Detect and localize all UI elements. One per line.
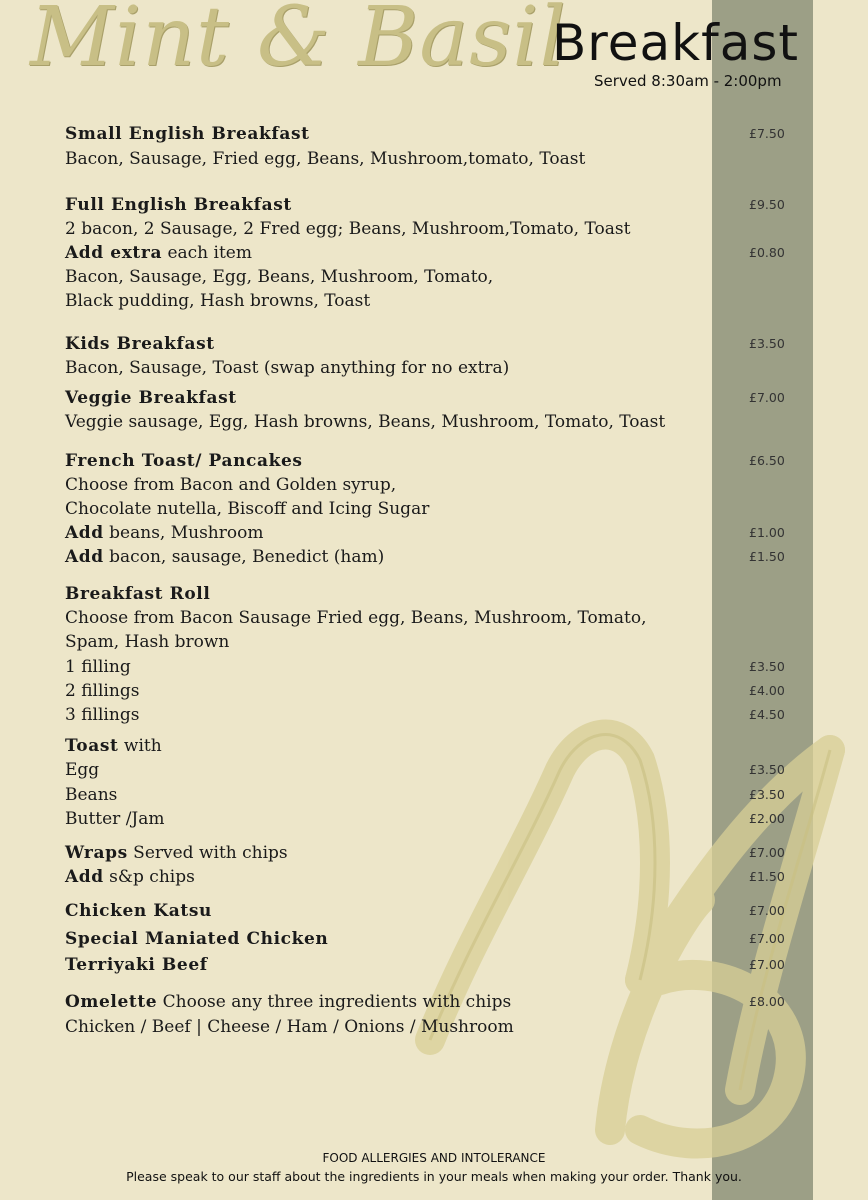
menu-item-description: Served with chips [127, 843, 288, 863]
menu-item-name: French Toast/ Pancakes [65, 451, 303, 471]
menu-item-price: £0.80 [749, 245, 785, 260]
menu-item-name: Special Maniated Chicken [65, 929, 329, 949]
menu-item-name: Toast [65, 736, 119, 756]
menu-item-price: £7.00 [749, 957, 785, 972]
menu-item-price: £7.50 [749, 126, 785, 141]
menu-item-price: £3.50 [749, 787, 785, 802]
menu-item-description: s&p chips [103, 867, 195, 887]
menu-item-description: beans, Mushroom [103, 523, 264, 543]
menu-item-description: Chocolate nutella, Biscoff and Icing Sugar [65, 499, 430, 519]
menu-item-line [65, 1017, 514, 1037]
menu-item-name: Add [65, 867, 104, 887]
menu-item-line [65, 547, 384, 567]
menu-item-description: each item [162, 243, 252, 263]
menu-item-name: Chicken Katsu [65, 901, 212, 921]
menu-item-line [65, 124, 310, 144]
menu-item-price: £1.50 [749, 549, 785, 564]
allergy-heading: FOOD ALLERGIES AND INTOLERANCE [322, 1151, 546, 1165]
menu-item-description: 3 fillings [65, 705, 140, 725]
menu-item-line [65, 992, 511, 1012]
menu-item-price: £3.50 [749, 659, 785, 674]
menu-item-price: £3.50 [749, 762, 785, 777]
menu-item-description: Bacon, Sausage, Egg, Beans, Mushroom, Tomato, [65, 267, 494, 287]
menu-item-price: £7.00 [749, 931, 785, 946]
menu-item-line [65, 584, 210, 604]
menu-item-description: Black pudding, Hash browns, Toast [65, 291, 371, 311]
menu-item-line [65, 451, 303, 471]
menu-item-description: 1 filling [65, 657, 131, 677]
menu-item-line [65, 632, 229, 652]
menu-item-name: Wraps [65, 843, 128, 863]
menu-item-description: Choose from Bacon and Golden syrup, [65, 475, 397, 495]
menu-item-line [65, 843, 288, 863]
menu-item-line [65, 412, 665, 432]
menu-item-description: with [118, 736, 162, 756]
restaurant-logo: Mint & Basil [30, 0, 567, 85]
serving-hours: Served 8:30am - 2:00pm [594, 72, 782, 90]
menu-item-name: Kids Breakfast [65, 334, 215, 354]
menu-item-price: £7.00 [749, 845, 785, 860]
menu-item-price: £9.50 [749, 197, 785, 212]
menu-item-description: Beans [65, 785, 118, 805]
menu-item-line [65, 809, 165, 829]
menu-item-line [65, 657, 131, 677]
menu-item-description: 2 bacon, 2 Sausage, 2 Fred egg; Beans, Mushroom,Tomato, Toast [65, 219, 631, 239]
menu-item-line [65, 901, 212, 921]
allergy-note: Please speak to our staff about the ingredients in your meals when making your order. Thank you. [126, 1169, 742, 1184]
menu-item-description: Chicken / Beef | Cheese / Ham / Onions / Mushroom [65, 1017, 514, 1037]
menu-item-line [65, 149, 585, 169]
menu-item-description: Egg [65, 760, 100, 780]
menu-item-line [65, 334, 215, 354]
menu-item-line [65, 867, 195, 887]
menu-item-line [65, 785, 117, 805]
menu-item-price: £7.00 [749, 390, 785, 405]
menu-item-description: bacon, sausage, Benedict (ham) [103, 547, 385, 567]
menu-item-line [65, 195, 292, 215]
menu-item-line [65, 388, 237, 408]
price-column-band [712, 0, 813, 1200]
menu-item-description: 2 fillings [65, 681, 140, 701]
menu-item-description: Choose from Bacon Sausage Fried egg, Beans, Mushroom, Tomato, [65, 608, 647, 628]
menu-item-name: Small English Breakfast [65, 124, 310, 144]
menu-item-name: Add [65, 547, 104, 567]
menu-item-name: Breakfast Roll [65, 584, 211, 604]
menu-item-price: £2.00 [749, 811, 785, 826]
menu-title: Breakfast [552, 14, 800, 72]
menu-item-line [65, 219, 630, 239]
menu-item-description: Butter /Jam [65, 809, 165, 829]
menu-item-line [65, 358, 509, 378]
menu-item-line [65, 681, 139, 701]
menu-item-description: Bacon, Sausage, Toast (swap anything for no extra) [65, 358, 510, 378]
menu-item-price: £1.00 [749, 525, 785, 540]
menu-item-name: Omelette [65, 992, 158, 1012]
menu-item-description: Spam, Hash brown [65, 632, 230, 652]
menu-item-line [65, 929, 328, 949]
menu-item-price: £3.50 [749, 336, 785, 351]
menu-item-price: £1.50 [749, 869, 785, 884]
menu-item-name: Add extra [65, 243, 163, 263]
menu-item-name: Terriyaki Beef [65, 955, 208, 975]
menu-item-description: Veggie sausage, Egg, Hash browns, Beans, Mushroom, Tomato, Toast [65, 412, 666, 432]
menu-item-price: £4.00 [749, 683, 785, 698]
menu-item-description: Choose any three ingredients with chips [157, 992, 512, 1012]
menu-item-price: £8.00 [749, 994, 785, 1009]
menu-item-line [65, 955, 208, 975]
menu-item-line [65, 705, 139, 725]
menu-item-line [65, 736, 162, 756]
menu-item-line [65, 608, 647, 628]
menu-item-line [65, 475, 396, 495]
menu-item-description: Bacon, Sausage, Fried egg, Beans, Mushroom,tomato, Toast [65, 149, 586, 169]
menu-item-line [65, 243, 252, 263]
menu-item-name: Veggie Breakfast [65, 388, 237, 408]
menu-item-price: £6.50 [749, 453, 785, 468]
menu-item-line [65, 267, 493, 287]
menu-item-line [65, 499, 429, 519]
menu-item-line [65, 523, 263, 543]
menu-item-price: £4.50 [749, 707, 785, 722]
menu-item-name: Full English Breakfast [65, 195, 292, 215]
menu-item-line [65, 291, 370, 311]
menu-item-line [65, 760, 99, 780]
menu-item-name: Add [65, 523, 104, 543]
menu-item-price: £7.00 [749, 903, 785, 918]
